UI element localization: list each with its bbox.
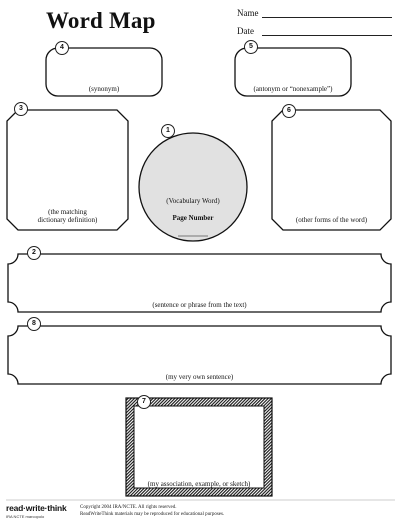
badge-vocabulary: 1 — [161, 124, 175, 138]
association-label: (my association, example, or sketch) — [147, 480, 251, 488]
vocabulary-label: (Vocabulary Word) — [166, 197, 220, 205]
badge-synonym: 4 — [55, 41, 69, 55]
date-field[interactable] — [262, 35, 392, 36]
badge-antonym: 5 — [244, 40, 258, 54]
association-box — [134, 406, 264, 488]
other-forms-label: (other forms of the word) — [295, 216, 368, 224]
date-label: Date — [237, 26, 254, 36]
vocabulary-circle — [139, 133, 247, 241]
partner-logos: IRA NCTE marcopolo — [6, 514, 45, 519]
badge-other-forms: 6 — [282, 104, 296, 118]
other-forms-box — [272, 110, 391, 230]
synonym-label: (synonym) — [88, 85, 120, 93]
badge-sentence-text: 2 — [27, 246, 41, 260]
antonym-label: (antonym or “nonexample”) — [253, 85, 333, 93]
own-sentence-label: (my very own sentence) — [165, 373, 234, 381]
badge-definition: 3 — [14, 102, 28, 116]
sentence-text-label: (sentence or phrase from the text) — [152, 301, 247, 309]
badge-own-sentence: 8 — [27, 317, 41, 331]
readwritethink-logo: read·write·think — [6, 503, 67, 513]
copyright-line2: ReadWriteThink materials may be reproduced for educational purposes. — [80, 512, 225, 517]
name-field[interactable] — [262, 17, 392, 18]
name-label: Name — [237, 8, 259, 18]
copyright-line1: Copyright 2004 IRA/NCTE. All rights reserved. — [80, 505, 177, 510]
page-title: Word Map — [46, 8, 156, 33]
definition-label-line1: (the matching — [48, 208, 87, 216]
definition-label-line2: dictionary definition) — [37, 216, 98, 224]
badge-association: 7 — [137, 395, 151, 409]
page-number-label: Page Number — [172, 214, 214, 222]
